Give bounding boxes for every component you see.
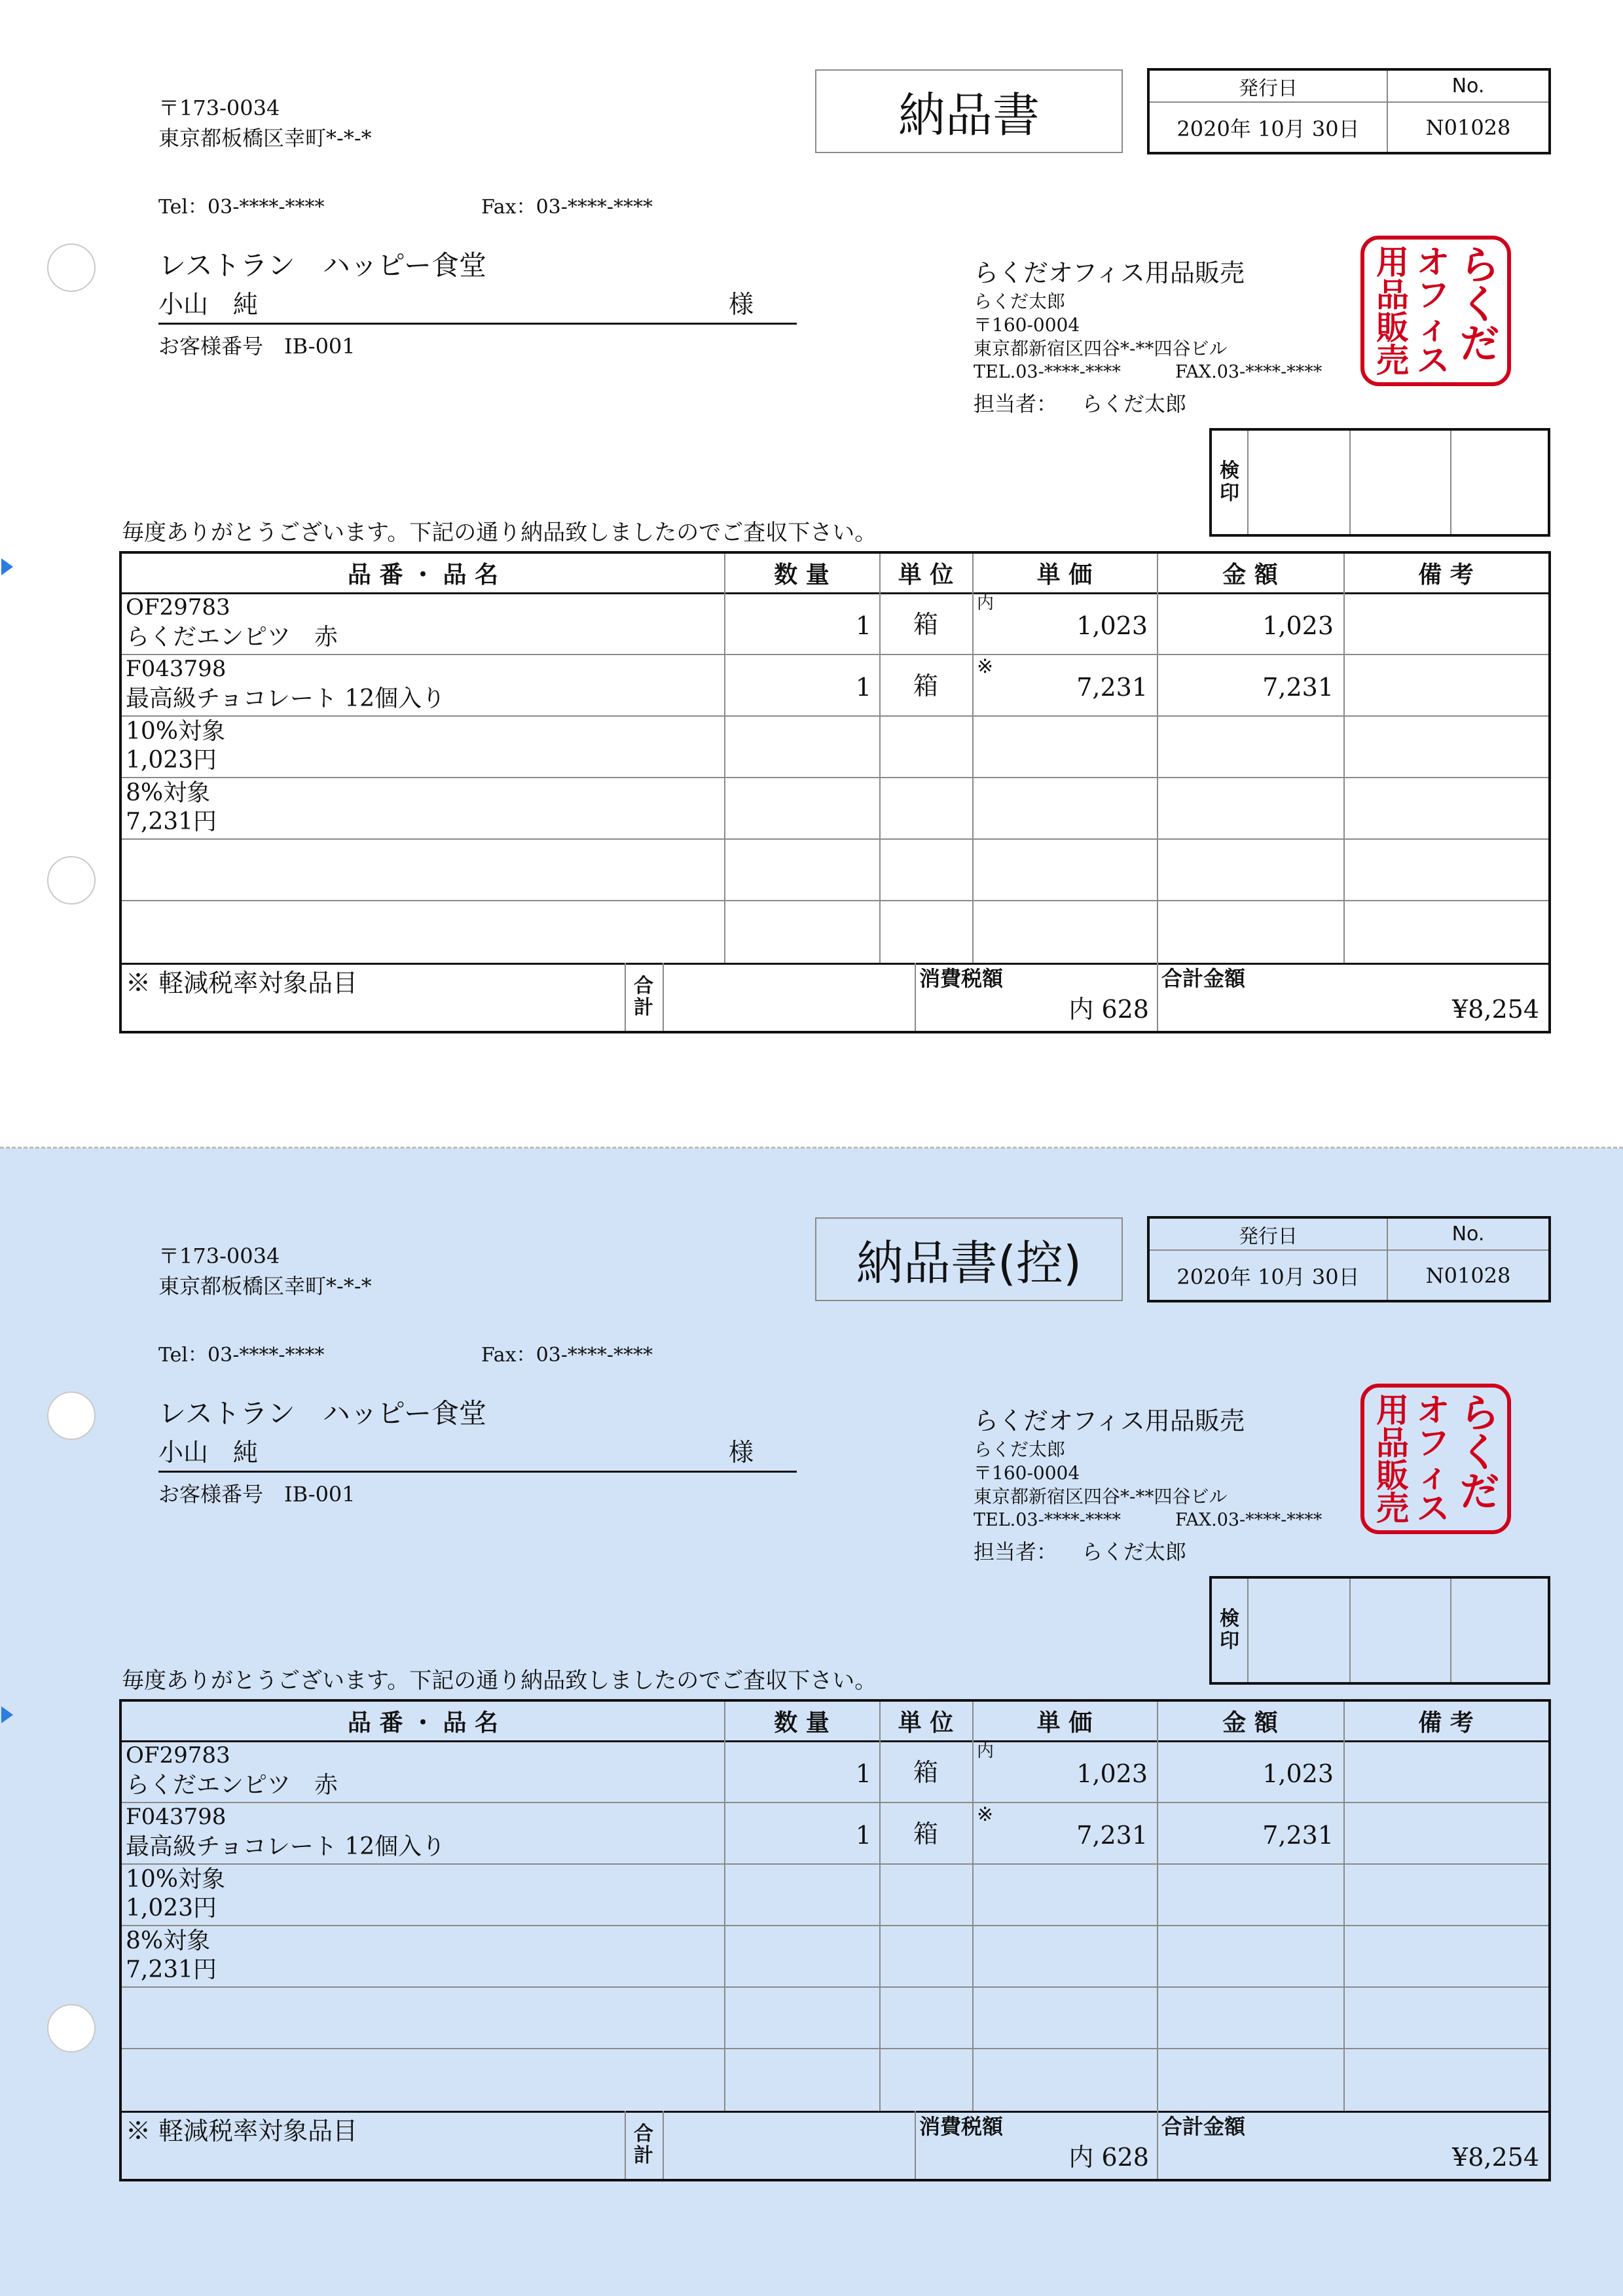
tax-8-amount: 7,231円 (126, 808, 217, 835)
row-amount: 7,231 (1262, 673, 1334, 702)
issue-header-table (1147, 68, 1551, 154)
tax-amount-label: 消費税額 (919, 2114, 1004, 2139)
sender-tel: Tel：03-****-**** (158, 196, 325, 219)
staff-name: らくだ太郎 (1082, 391, 1187, 416)
seal-column-1 (1460, 1391, 1499, 1515)
seal-character: だ (1460, 321, 1499, 367)
subtotal-label: 合計 (634, 975, 653, 1019)
inspection-stamp-box (1209, 1576, 1550, 1685)
tax-8-amount: 7,231円 (126, 1956, 217, 1983)
subtotal-label: 合計 (634, 2123, 653, 2167)
tax-amount: 内 628 (1068, 995, 1149, 1024)
tax-10-amount: 1,023円 (126, 747, 217, 774)
row-tax-mark: ※ (977, 655, 994, 678)
arrow-marker-icon (1, 1706, 13, 1723)
reduced-tax-note: ※ 軽減税率対象品目 (126, 2117, 358, 2145)
sender-postal: 〒173-0034 (158, 96, 280, 120)
total-amount: ¥8,254 (1452, 995, 1539, 1024)
customer-number: お客様番号 IB-001 (158, 334, 356, 359)
row-quantity: 1 (855, 1759, 871, 1788)
tax-8-label: 8%対象 (126, 780, 211, 806)
customer-company: レストラン ハッピー食堂 (158, 1397, 487, 1429)
tax-8-label: 8%対象 (126, 1928, 211, 1954)
seal-character: 売 (1376, 342, 1409, 380)
seal-character: だ (1460, 1469, 1499, 1515)
staff-name: らくだ太郎 (1082, 1539, 1187, 1564)
issuer-postal: 〒160-0004 (974, 1462, 1080, 1484)
issuer-postal: 〒160-0004 (974, 314, 1080, 336)
number-label: No. (1388, 71, 1548, 103)
document-title-text: 納品書 (898, 88, 1040, 143)
document-number: N01028 (1425, 115, 1511, 140)
sender-tel: Tel：03-****-**** (158, 1344, 325, 1367)
seal-character: フ (1417, 1424, 1450, 1462)
seal-character: フ (1417, 276, 1450, 314)
issuer-fax: FAX.03-****-**** (1175, 362, 1322, 382)
seal-character: ら (1460, 243, 1499, 289)
row-unit: 箱 (913, 1820, 938, 1848)
issuer-address: 東京都新宿区四谷*-**四谷ビル (974, 338, 1228, 359)
header-unit: 単 位 (898, 1710, 954, 1736)
header-item: 品 番 ・ 品 名 (347, 1710, 499, 1736)
issuer-company: らくだオフィス用品販売 (974, 1407, 1245, 1435)
seal-character: ス (1417, 1490, 1450, 1528)
header-unit: 単 位 (898, 562, 954, 588)
seal-character: 売 (1376, 1490, 1409, 1528)
customer-honorific: 様 (729, 290, 754, 319)
seal-character: く (1460, 282, 1499, 328)
row-quantity: 1 (855, 611, 871, 640)
issue-date-label: 発行日 (1150, 71, 1388, 103)
greeting-message: 毎度ありがとうございます。下記の通り納品致しましたのでご査収下さい。 (122, 1668, 877, 1694)
row-unit-price: 1,023 (1076, 1759, 1148, 1788)
issuer-tel: TEL.03-****-**** (974, 1510, 1121, 1530)
row-amount: 1,023 (1262, 1759, 1334, 1788)
inspection-label: 検印 (1212, 431, 1249, 534)
reduced-tax-note: ※ 軽減税率対象品目 (126, 969, 358, 997)
header-amount: 金 額 (1222, 1710, 1278, 1736)
row-name: らくだエンピツ 赤 (126, 624, 338, 651)
issuer-tel: TEL.03-****-**** (974, 362, 1121, 382)
company-seal-stamp (1360, 236, 1511, 386)
row-tax-mark: ※ (977, 1803, 994, 1826)
row-unit-price: 7,231 (1076, 673, 1148, 702)
document-title (815, 69, 1123, 153)
row-amount: 7,231 (1262, 1821, 1334, 1850)
seal-character: ィ (1417, 309, 1450, 347)
row-unit: 箱 (913, 672, 938, 700)
customer-name: 小山 純 (158, 1438, 259, 1467)
perforation-line (0, 1147, 1623, 1149)
seal-character: 販 (1376, 309, 1409, 347)
row-unit: 箱 (913, 610, 938, 639)
total-amount-label: 合計金額 (1161, 2114, 1246, 2139)
seal-character: 品 (1376, 276, 1409, 314)
seal-column-3 (1376, 243, 1409, 380)
seal-character: オ (1417, 243, 1450, 281)
row-name: らくだエンピツ 赤 (126, 1772, 338, 1799)
row-quantity: 1 (855, 673, 871, 702)
customer-underline (158, 323, 797, 325)
sender-fax: Fax：03-****-**** (481, 196, 653, 219)
total-amount-label: 合計金額 (1161, 966, 1246, 991)
binder-hole-icon (47, 1391, 96, 1440)
issuer-fax: FAX.03-****-**** (1175, 1510, 1322, 1530)
row-tax-mark: 内 (977, 1742, 994, 1761)
seal-character: 用 (1376, 243, 1409, 281)
header-unit-price: 単 価 (1036, 1710, 1093, 1736)
row-unit-price: 7,231 (1076, 1821, 1148, 1850)
row-code: OF29783 (126, 1742, 230, 1768)
row-quantity: 1 (855, 1821, 871, 1850)
seal-column-2 (1417, 1391, 1450, 1528)
issuer-company: らくだオフィス用品販売 (974, 259, 1245, 287)
seal-character: ら (1460, 1391, 1499, 1437)
customer-honorific: 様 (729, 1438, 754, 1467)
tax-10-label: 10%対象 (126, 1866, 226, 1893)
company-seal-stamp (1360, 1384, 1511, 1534)
issuer-address: 東京都新宿区四谷*-**四谷ビル (974, 1486, 1228, 1507)
customer-underline (158, 1471, 797, 1473)
document-title-text: 納品書(控) (856, 1236, 1082, 1291)
row-unit: 箱 (913, 1758, 938, 1787)
tax-amount-label: 消費税額 (919, 966, 1004, 991)
header-quantity: 数 量 (774, 1710, 830, 1736)
document-title (815, 1217, 1123, 1301)
row-tax-mark: 内 (977, 594, 994, 613)
arrow-marker-icon (1, 558, 13, 575)
binder-hole-icon (47, 856, 96, 905)
items-table (119, 1699, 1551, 2181)
header-amount: 金 額 (1222, 562, 1278, 588)
items-table (119, 551, 1551, 1033)
seal-column-2 (1417, 243, 1450, 380)
seal-character: オ (1417, 1391, 1450, 1429)
customer-name: 小山 純 (158, 290, 259, 319)
staff-label: 担当者： (974, 391, 1058, 416)
row-unit-price: 1,023 (1076, 611, 1148, 640)
sender-postal: 〒173-0034 (158, 1244, 280, 1268)
seal-column-1 (1460, 243, 1499, 367)
sender-address: 東京都板橋区幸町*-*-* (158, 126, 372, 151)
seal-character: 品 (1376, 1424, 1409, 1462)
staff-label: 担当者： (974, 1539, 1058, 1564)
row-name: 最高級チョコレート 12個入り (126, 1833, 446, 1860)
row-code: F043798 (126, 656, 227, 682)
header-remarks: 備 考 (1418, 1710, 1474, 1736)
seal-character: 用 (1376, 1391, 1409, 1429)
customer-number: お客様番号 IB-001 (158, 1482, 356, 1507)
seal-character: ィ (1417, 1457, 1450, 1495)
seal-column-3 (1376, 1391, 1409, 1528)
seal-character: ス (1417, 342, 1450, 380)
customer-company: レストラン ハッピー食堂 (158, 249, 487, 281)
header-quantity: 数 量 (774, 562, 830, 588)
issuer-person: らくだ太郎 (974, 291, 1066, 312)
tax-10-amount: 1,023円 (126, 1895, 217, 1922)
header-item: 品 番 ・ 品 名 (347, 562, 499, 588)
inspection-label: 検印 (1212, 1579, 1249, 1682)
sender-address: 東京都板橋区幸町*-*-* (158, 1274, 372, 1299)
sender-fax: Fax：03-****-**** (481, 1344, 653, 1367)
header-remarks: 備 考 (1418, 562, 1474, 588)
tax-amount: 内 628 (1068, 2143, 1149, 2172)
issue-date-label: 発行日 (1150, 1219, 1388, 1251)
seal-character: く (1460, 1430, 1499, 1476)
delivery-slip-copy (0, 1148, 1623, 2296)
issue-header-table (1147, 1216, 1551, 1302)
total-amount: ¥8,254 (1452, 2143, 1539, 2172)
issuer-person: らくだ太郎 (974, 1439, 1066, 1460)
number-label: No. (1388, 1219, 1548, 1251)
document-number: N01028 (1425, 1263, 1511, 1288)
row-code: F043798 (126, 1804, 227, 1830)
row-amount: 1,023 (1262, 611, 1334, 640)
tax-10-label: 10%対象 (126, 718, 226, 745)
inspection-stamp-box (1209, 428, 1550, 537)
issue-date: 2020年 10月 30日 (1150, 103, 1388, 152)
header-unit-price: 単 価 (1036, 562, 1093, 588)
row-code: OF29783 (126, 594, 230, 620)
row-name: 最高級チョコレート 12個入り (126, 685, 446, 712)
binder-hole-icon (47, 243, 96, 292)
binder-hole-icon (47, 2004, 96, 2053)
greeting-message: 毎度ありがとうございます。下記の通り納品致しましたのでご査収下さい。 (122, 520, 877, 546)
issue-date: 2020年 10月 30日 (1150, 1251, 1388, 1300)
seal-character: 販 (1376, 1457, 1409, 1495)
